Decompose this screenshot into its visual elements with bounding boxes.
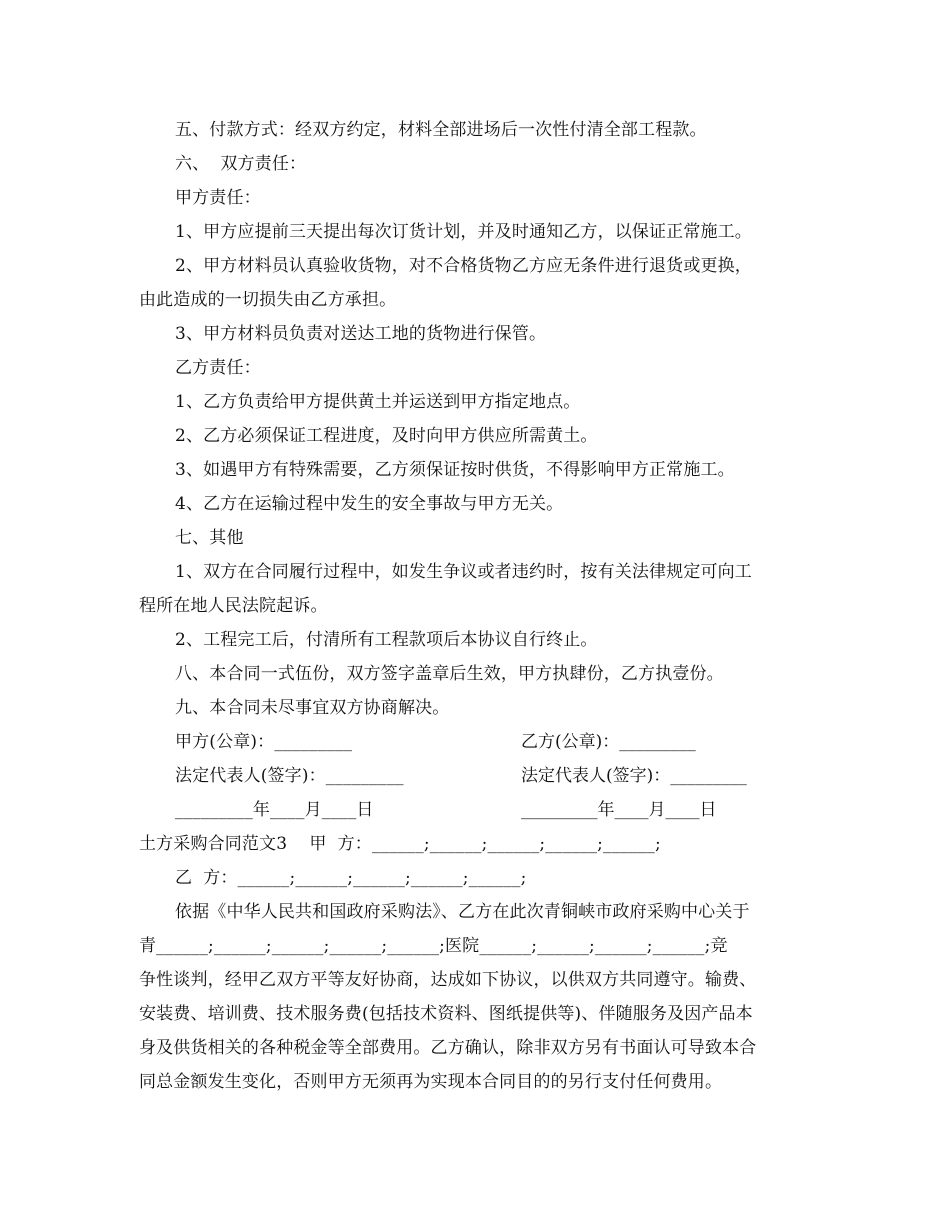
clause-5-payment: 五、付款方式：经双方约定，材料全部进场后一次性付清全部工程款。 — [175, 120, 707, 140]
party-b-duty-1: 1、乙方负责给甲方提供黄土并运送到甲方指定地点。 — [175, 392, 581, 412]
contract-3-body-1: 依据《中华人民共和国政府采购法》、乙方在此次青铜峡市政府采购中心关于 — [175, 902, 750, 922]
contract-3-body-3: 争性谈判，经甲乙双方平等友好协商，达成如下协议，以供双方共同遵守。输费、 — [139, 970, 757, 990]
party-a-duty-2: 2、甲方材料员认真验收货物，对不合格货物乙方应无条件进行退货或更换， — [175, 256, 752, 276]
party-b-duty-3: 3、如遇甲方有特殊需要，乙方须保证按时供货，不得影响甲方正常施工。 — [175, 460, 735, 480]
contract-3-body-5: 身及供货相关的各种税金等全部费用。乙方确认，除非双方另有书面认可导致本合 — [139, 1038, 757, 1058]
clause-6-heading: 六、 双方责任： — [175, 154, 307, 174]
party-b-seal-line: 乙方(公章)：_________ — [521, 732, 696, 752]
clause-7-item-2: 2、工程完工后，付清所有工程款项后本协议自行终止。 — [175, 630, 598, 650]
party-a-seal-line: 甲方(公章)：_________ — [175, 732, 353, 752]
contract-3-title-party-a: 土方采购合同范文3 甲 方：______;______;______;______;______; — [139, 834, 661, 854]
contract-3-body-6: 同总金额发生变化，否则甲方无须再为实现本合同目的的另行支付任何费用。 — [139, 1072, 723, 1092]
party-a-date-line: _________年____月____日 — [175, 800, 374, 820]
contract-3-party-b: 乙 方：______;______;______;______;______; — [175, 868, 527, 888]
clause-9: 九、本合同未尽事宜双方协商解决。 — [175, 698, 450, 718]
party-a-duty-heading: 甲方责任： — [175, 188, 261, 208]
contract-3-body-4: 安装费、培训费、技术服务费(包括技术资料、图纸提供等)、伴随服务及因产品本 — [139, 1004, 753, 1024]
party-a-duty-1: 1、甲方应提前三天提出每次订货计划，并及时通知乙方，以保证正常施工。 — [175, 222, 752, 242]
party-b-rep-line: 法定代表人(签字)：_________ — [521, 766, 747, 786]
contract-3-body-2: 青______;______;______;______;______;医院______;______;______;______;竞 — [139, 936, 728, 956]
clause-7-heading: 七、其他 — [175, 528, 244, 548]
party-b-duty-heading: 乙方责任： — [175, 358, 261, 378]
party-a-duty-3: 3、甲方材料员负责对送达工地的货物进行保管。 — [175, 324, 547, 344]
clause-7-item-1-cont: 程所在地人民法院起诉。 — [139, 596, 328, 616]
party-b-duty-4: 4、乙方在运输过程中发生的安全事故与甲方无关。 — [175, 494, 564, 514]
party-b-duty-2: 2、乙方必须保证工程进度，及时向甲方供应所需黄土。 — [175, 426, 598, 446]
party-b-date-line: _________年____月____日 — [521, 800, 717, 820]
party-a-rep-line: 法定代表人(签字)：_________ — [175, 766, 404, 786]
party-a-duty-2-cont: 由此造成的一切损失由乙方承担。 — [139, 290, 397, 310]
clause-8: 八、本合同一式伍份，双方签字盖章后生效，甲方执肆份，乙方执壹份。 — [175, 664, 724, 684]
clause-7-item-1: 1、双方在合同履行过程中，如发生争议或者违约时，按有关法律规定可向工 — [175, 562, 752, 582]
